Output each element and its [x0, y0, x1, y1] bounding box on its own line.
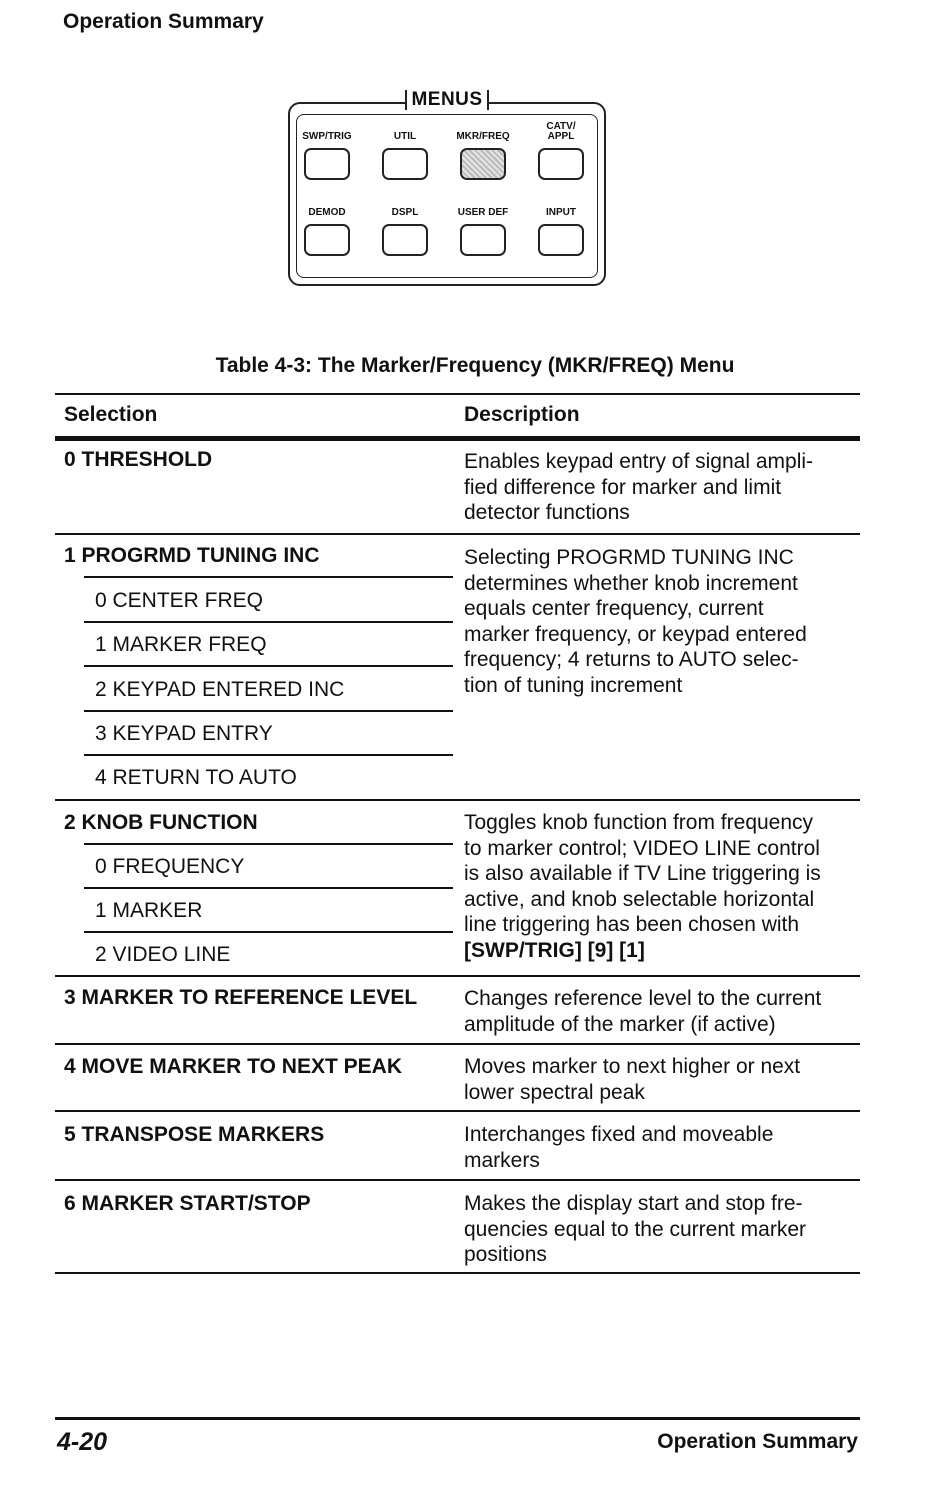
- subitem-divider: [84, 710, 453, 712]
- row-selection: 1 PROGRMD TUNING INC: [64, 544, 320, 567]
- subitem-divider: [84, 754, 453, 756]
- subitem-divider: [84, 665, 453, 667]
- row-divider: [55, 1043, 860, 1045]
- page-number: 4-20: [57, 1428, 108, 1456]
- row-description: Toggles knob function from frequency to marker control; VIDEO LINE control is also available if TV Line triggering is active, and knob selectable horizontal line triggering has been chosen with: [464, 811, 821, 936]
- row-selection: 6 MARKER START/STOP: [64, 1192, 311, 1215]
- subitem: 3 KEYPAD ENTRY: [95, 722, 273, 745]
- page-header-title: Operation Summary: [63, 10, 264, 33]
- menu-key-button[interactable]: [538, 224, 584, 256]
- row-description: Interchanges fixed and moveable markers: [464, 1123, 774, 1172]
- subitem-divider: [84, 887, 453, 889]
- table-caption: Table 4-3: The Marker/Frequency (MKR/FREQ) Menu: [215, 354, 735, 377]
- menu-key-label: INPUT: [546, 207, 576, 218]
- table-bottom-rule: [55, 1272, 860, 1274]
- row-description: Makes the display start and stop fre- quencies equal to the current marker positions: [464, 1192, 807, 1266]
- menu-key-button[interactable]: [460, 224, 506, 256]
- menu-key-label: MKR/FREQ: [456, 131, 510, 142]
- subitem-divider: [84, 621, 453, 623]
- column-header-selection: Selection: [64, 403, 158, 426]
- table-top-rule: [55, 393, 860, 395]
- menu-key-util[interactable]: [375, 122, 435, 180]
- subitem: 1 MARKER: [95, 899, 203, 922]
- subitem: 2 KEYPAD ENTERED INC: [95, 678, 345, 701]
- header-rule: [55, 436, 860, 441]
- row-description: Moves marker to next higher or next lower spectral peak: [464, 1055, 801, 1104]
- row-description-keys: [SWP/TRIG] [9] [1]: [464, 938, 645, 962]
- subitem-divider: [84, 576, 453, 578]
- row-description: Selecting PROGRMD TUNING INC determines whether knob increment equals center frequency, current marker frequency, or keypad entered frequency; 4 returns to AUTO selec- tion of tuning increment: [464, 546, 807, 697]
- menu-key-user-def[interactable]: [453, 198, 513, 256]
- row-divider: [55, 975, 860, 977]
- subitem: 0 FREQUENCY: [95, 855, 245, 878]
- row-divider: [55, 1179, 860, 1181]
- subitem: 4 RETURN TO AUTO: [95, 766, 297, 789]
- menu-key-button[interactable]: [382, 148, 428, 180]
- menu-key-mkr-freq[interactable]: [453, 122, 513, 180]
- menus-panel: [288, 89, 606, 286]
- row-description: Enables keypad entry of signal ampli- fied difference for marker and limit detector functions: [464, 450, 814, 524]
- column-header-description: Description: [464, 403, 580, 426]
- menu-key-button[interactable]: [382, 224, 428, 256]
- footer-section-title: Operation Summary: [657, 1430, 858, 1453]
- subitem: 0 CENTER FREQ: [95, 589, 264, 612]
- menu-key-button-active[interactable]: [460, 148, 506, 180]
- row-divider: [55, 533, 860, 535]
- subitem-divider: [84, 931, 453, 933]
- row-description-block: [464, 810, 854, 963]
- menu-key-button[interactable]: [304, 148, 350, 180]
- row-divider: [55, 799, 860, 801]
- menu-key-label: UTIL: [393, 131, 417, 142]
- subitem-divider: [84, 843, 453, 845]
- row-divider: [55, 1110, 860, 1112]
- menu-key-dspl[interactable]: [375, 198, 435, 256]
- row-selection: 5 TRANSPOSE MARKERS: [64, 1123, 325, 1146]
- menu-key-button[interactable]: [538, 148, 584, 180]
- row-selection: 2 KNOB FUNCTION: [64, 811, 258, 834]
- menus-panel-title: MENUS: [405, 90, 488, 110]
- footer-rule: [55, 1417, 860, 1420]
- row-selection: 3 MARKER TO REFERENCE LEVEL: [64, 986, 418, 1009]
- subitem: 1 MARKER FREQ: [95, 633, 267, 656]
- row-description: Changes reference level to the current amplitude of the marker (if active): [464, 987, 822, 1036]
- subitem: 2 VIDEO LINE: [95, 943, 231, 966]
- menu-key-label: USER DEF: [457, 207, 509, 218]
- menu-key-label: CATV/ APPL: [546, 121, 576, 142]
- row-selection: 4 MOVE MARKER TO NEXT PEAK: [64, 1055, 402, 1078]
- menu-key-catv-appl[interactable]: [531, 122, 591, 180]
- menu-key-button[interactable]: [304, 224, 350, 256]
- menu-key-label: DSPL: [391, 207, 419, 218]
- menu-key-demod[interactable]: [297, 198, 357, 256]
- menu-key-label: DEMOD: [308, 207, 346, 218]
- menu-key-swp-trig[interactable]: [297, 122, 357, 180]
- menu-key-input[interactable]: [531, 198, 591, 256]
- row-selection: 0 THRESHOLD: [64, 448, 213, 471]
- menu-key-label: SWP/TRIG: [302, 131, 352, 142]
